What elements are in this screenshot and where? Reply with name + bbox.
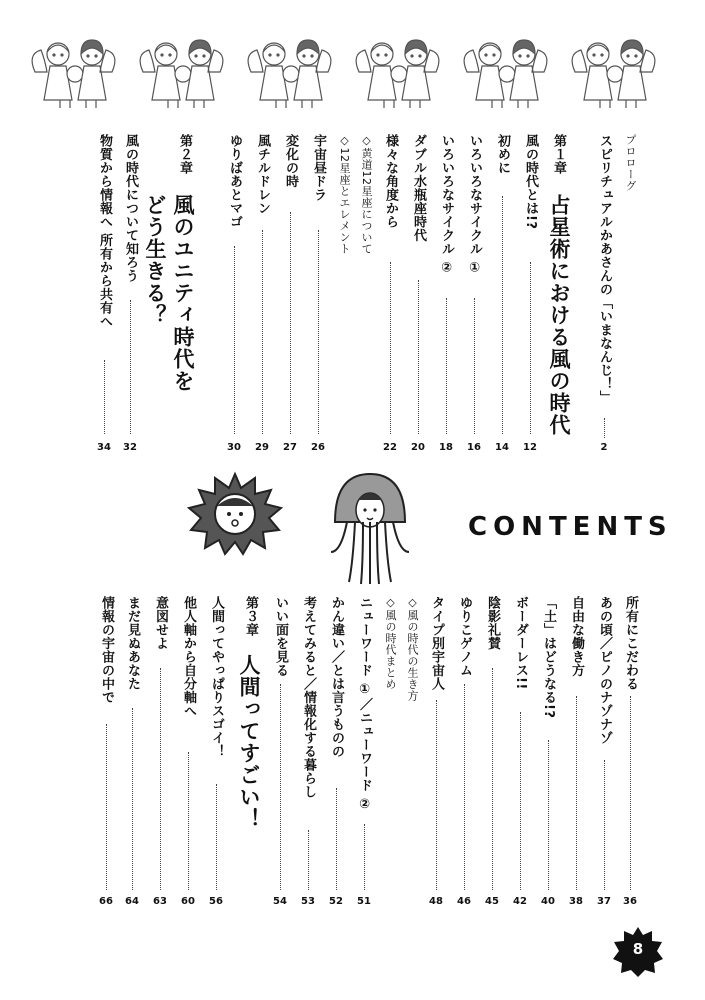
toc-entry[interactable]: 考えてみると／情報化する暮らし bbox=[301, 596, 316, 799]
toc-entry[interactable]: あの頃／ピノのナゾナゾ bbox=[597, 596, 612, 745]
page-number-label: 60 bbox=[181, 896, 195, 907]
toc-entry[interactable]: いい面を見る bbox=[273, 596, 288, 677]
toc-entry[interactable]: ゆりこゲノム bbox=[457, 596, 472, 677]
toc-entry[interactable]: ダブル水瓶座時代 bbox=[411, 134, 426, 242]
page-number: 8 bbox=[632, 940, 644, 958]
page-number-label: 18 bbox=[439, 442, 453, 453]
toc-entry[interactable]: 風の時代について知ろう bbox=[123, 134, 138, 283]
page-number-label: 63 bbox=[153, 896, 167, 907]
toc-subentry[interactable]: ◇黄道12星座について bbox=[360, 134, 373, 255]
toc-entry[interactable]: いろいろなサイクル ② bbox=[439, 134, 454, 277]
page-number-label: 56 bbox=[209, 896, 223, 907]
chapter-label: 第３章 bbox=[243, 596, 258, 637]
chapter-2-title-line1: 風のユニティ時代を bbox=[171, 194, 195, 392]
toc-entry[interactable]: 情報の宇宙の中で bbox=[99, 596, 114, 704]
page-number-label: 38 bbox=[569, 896, 583, 907]
contents-heading: CONTENTS bbox=[468, 512, 673, 542]
page-number-label: 53 bbox=[301, 896, 315, 907]
toc-subentry[interactable]: ◇風の時代まとめ bbox=[384, 596, 397, 690]
toc-entry[interactable]: 陰影礼賛 bbox=[485, 596, 500, 650]
page-number-label: 36 bbox=[623, 896, 637, 907]
page-number-label: 52 bbox=[329, 896, 343, 907]
page-number-label: 37 bbox=[597, 896, 611, 907]
toc-entry[interactable]: かん違い／とは言うものの bbox=[329, 596, 344, 758]
toc-entry[interactable]: 宇宙昼ドラ bbox=[311, 134, 326, 202]
page-number-label: 2 bbox=[600, 442, 608, 453]
toc-entry[interactable]: 他人軸から自分軸へ bbox=[181, 596, 196, 718]
toc-entry[interactable]: ゆりばあとマゴ bbox=[227, 134, 242, 229]
page-number-label: 45 bbox=[485, 896, 499, 907]
chapter-1-title: 占星術における風の時代 bbox=[547, 194, 571, 436]
chapter-label: 第１章 bbox=[551, 134, 566, 175]
toc-entry[interactable]: ボーダーレス!! bbox=[513, 596, 528, 690]
page-number-label: 51 bbox=[357, 896, 371, 907]
page-number-label: 14 bbox=[495, 442, 509, 453]
toc-entry[interactable]: 意図せよ bbox=[153, 596, 168, 650]
page-number-label: 27 bbox=[283, 442, 297, 453]
page-number-label: 64 bbox=[125, 896, 139, 907]
page-number-label: 16 bbox=[467, 442, 481, 453]
page-number-label: 34 bbox=[97, 442, 111, 453]
toc-entry[interactable]: 風の時代とは!? bbox=[523, 134, 538, 230]
toc-entry[interactable]: 自由な働き方 bbox=[569, 596, 584, 677]
chapter-3-title: 人間ってすごい！ bbox=[237, 654, 261, 830]
chapter-2-title-line2: どう生きる？ bbox=[143, 194, 167, 326]
toc-entry[interactable]: 風チルドレン bbox=[255, 134, 270, 215]
page-number-label: 26 bbox=[311, 442, 325, 453]
toc-subentry[interactable]: ◇12星座とエレメント bbox=[338, 134, 351, 255]
toc-entry[interactable]: 「土」はどうなる!? bbox=[541, 596, 556, 719]
toc-entry[interactable]: 変化の時 bbox=[283, 134, 298, 188]
toc-entry[interactable]: まだ見ぬあなた bbox=[125, 596, 140, 691]
toc-entry[interactable]: 初めに bbox=[495, 134, 510, 175]
page-number-label: 12 bbox=[523, 442, 537, 453]
page-number-label: 40 bbox=[541, 896, 555, 907]
page-number-label: 54 bbox=[273, 896, 287, 907]
jellyfish-girl-icon bbox=[325, 470, 415, 588]
toc-entry[interactable]: 物質から情報へ 所有から共有へ bbox=[97, 134, 112, 329]
toc-entry-prologue-label: プロローグ bbox=[624, 134, 637, 192]
angel-garland-banner bbox=[30, 32, 680, 114]
toc-entry[interactable]: スピリチュアルかあさんの「いまなんじ！」 bbox=[597, 134, 612, 404]
page-number-label: 22 bbox=[383, 442, 397, 453]
toc-entry[interactable]: 様々な角度から bbox=[383, 134, 398, 229]
page-number-label: 46 bbox=[457, 896, 471, 907]
page-number-label: 20 bbox=[411, 442, 425, 453]
toc-entry[interactable]: 人間ってやっぱりスゴイ！ bbox=[209, 596, 224, 758]
page-number-label: 29 bbox=[255, 442, 269, 453]
page-number-label: 30 bbox=[227, 442, 241, 453]
toc-entry[interactable]: ニューワード ①／ニューワード ② bbox=[357, 596, 372, 813]
toc-entry[interactable]: 所有にこだわる bbox=[623, 596, 638, 691]
page-number-label: 42 bbox=[513, 896, 527, 907]
toc-entry[interactable]: いろいろなサイクル ① bbox=[467, 134, 482, 277]
toc-subentry[interactable]: ◇風の時代の生き方 bbox=[406, 596, 419, 702]
page-number-label: 48 bbox=[429, 896, 443, 907]
page-number-label: 66 bbox=[99, 896, 113, 907]
spiky-sun-face-icon bbox=[185, 470, 285, 556]
chapter-label: 第２章 bbox=[177, 134, 192, 175]
toc-entry[interactable]: タイプ別宇宙人 bbox=[429, 596, 444, 691]
page-number-label: 32 bbox=[123, 442, 137, 453]
